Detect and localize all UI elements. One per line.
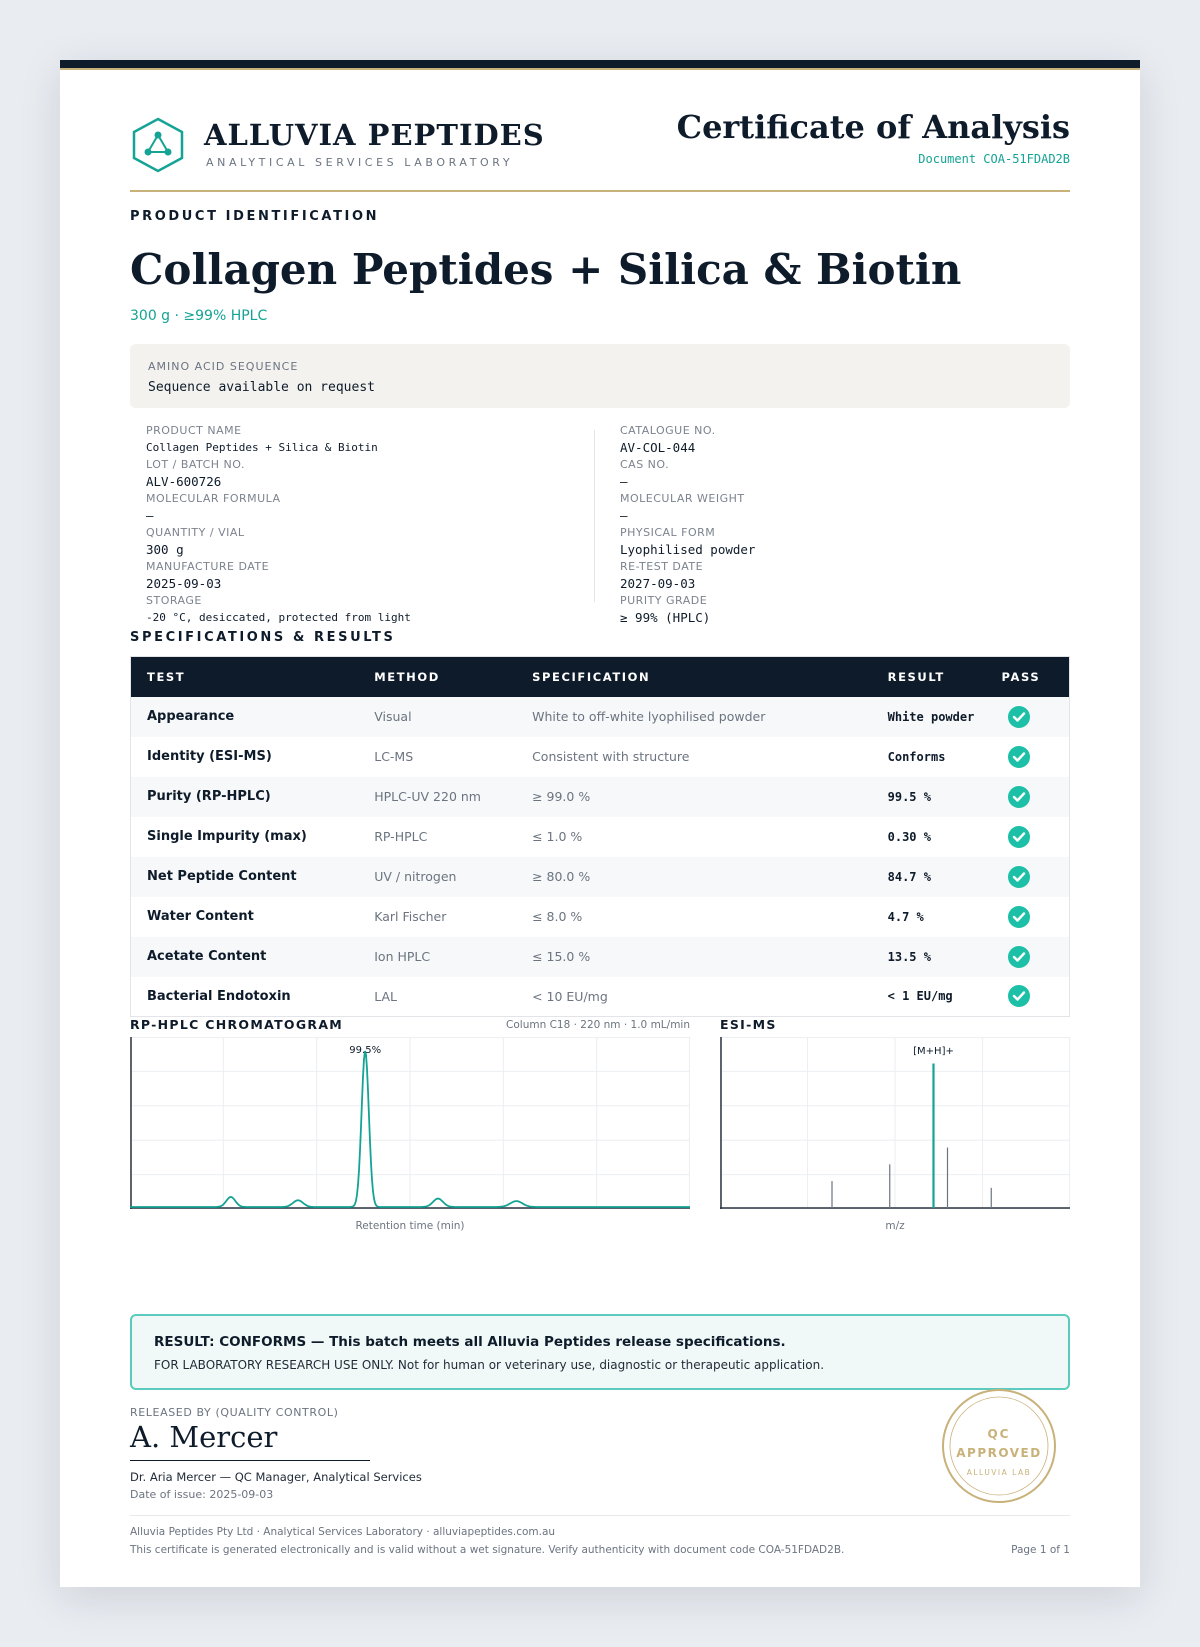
product-subtitle: 300 g · ≥99% HPLC (130, 308, 268, 324)
table-row (131, 697, 1070, 737)
hexagon-logo-icon (130, 116, 186, 174)
signature-line (130, 1460, 370, 1461)
header-method: METHOD (358, 657, 516, 697)
released-by-label: RELEASED BY (QUALITY CONTROL) (130, 1406, 339, 1419)
hplc-x-axis-label: Retention time (min) (355, 1220, 465, 1232)
cell-method: Ion HPLC (358, 937, 516, 977)
cell-specification: ≤ 15.0 % (516, 937, 872, 977)
cell-method: HPLC-UV 220 nm (358, 777, 516, 817)
document-code: Document COA-51FDAD2B (918, 152, 1070, 166)
cell-test: Identity (ESI-MS) (147, 749, 272, 764)
header-test: TEST (131, 657, 359, 697)
ms-peak-label: [M+H]+ (913, 1046, 954, 1057)
cell-result: < 1 EU/mg (887, 989, 953, 1004)
cell-specification: < 10 EU/mg (532, 988, 608, 1004)
table-row (131, 737, 1070, 777)
cell-result: 84.7 % (872, 857, 986, 897)
cell-pass (986, 897, 1070, 937)
field-molecular-weight: MOLECULAR WEIGHT — (620, 492, 745, 523)
sequence-label: AMINO ACID SEQUENCE (148, 360, 299, 373)
field-retest-date: RE-TEST DATE 2027-09-03 (620, 560, 704, 591)
hplc-peak-label: 99.5% (349, 1045, 382, 1056)
cell-method: LAL (374, 988, 398, 1004)
stamp-line-2: APPROVED (956, 1446, 1042, 1460)
footer-divider (130, 1515, 1070, 1516)
brand-subtitle: ANALYTICAL SERVICES LABORATORY (206, 156, 514, 169)
top-bar (60, 60, 1140, 68)
fields-left-column (146, 424, 606, 628)
cell-result: 0.30 % (887, 829, 931, 844)
cell-method: Visual (358, 697, 516, 737)
field-product-name: PRODUCT NAME Collagen Peptides + Silica & Biotin (146, 424, 378, 454)
top-bar-accent (60, 68, 1140, 70)
field-formula: MOLECULAR FORMULA — (146, 492, 281, 523)
footer-company: Alluvia Peptides Pty Ltd · Analytical Services Laboratory · alluviapeptides.com.au (130, 1526, 556, 1538)
table-row (131, 937, 1070, 977)
signature: A. Mercer (130, 1420, 278, 1454)
field-manufacture-date: MANUFACTURE DATE 2025-09-03 (146, 560, 270, 591)
result-statement: RESULT: CONFORMS — This batch meets all Alluvia Peptides release specifications. (154, 1334, 786, 1350)
cell-result: White powder (872, 697, 986, 737)
cell-pass (986, 737, 1070, 777)
specifications-table (130, 656, 1070, 1017)
header-pass: PASS (986, 657, 1070, 697)
brand-name: ALLUVIA PEPTIDES (204, 118, 545, 152)
cell-method: RP-HPLC (374, 829, 428, 844)
cell-specification: ≤ 8.0 % (532, 909, 583, 924)
check-circle-icon (1008, 985, 1030, 1007)
issue-date: Date of issue: 2025-09-03 (130, 1488, 274, 1501)
field-lot: LOT / BATCH NO. ALV-600726 (146, 458, 245, 489)
cell-pass (986, 937, 1070, 977)
cell-test: Acetate Content (131, 937, 359, 977)
hplc-chart-note: Column C18 · 220 nm · 1.0 mL/min (506, 1019, 690, 1031)
cell-specification: Consistent with structure (532, 749, 690, 764)
page-number: Page 1 of 1 (1011, 1544, 1070, 1556)
certificate-title: Certificate of Analysis (676, 108, 1070, 146)
field-quantity: QUANTITY / VIAL 300 g (146, 526, 245, 557)
table-row (131, 897, 1070, 937)
stamp-line-1: QC (987, 1427, 1011, 1441)
cell-test: Net Peptide Content (131, 857, 359, 897)
result-box (130, 1314, 1070, 1390)
signer-name: Dr. Aria Mercer — QC Manager, Analytical Services (130, 1470, 422, 1484)
check-circle-icon (1008, 866, 1030, 888)
hplc-chromatogram-chart (130, 1037, 690, 1209)
field-purity-grade: PURITY GRADE ≥ 99% (HPLC) (620, 594, 711, 625)
cell-specification: ≥ 99.0 % (516, 777, 872, 817)
check-circle-icon (1008, 946, 1030, 968)
cell-result: 99.5 % (872, 777, 986, 817)
check-circle-icon (1008, 826, 1030, 848)
cell-test: Water Content (147, 909, 254, 924)
field-cas: CAS NO. — (620, 458, 670, 489)
cell-specification: ≥ 80.0 % (516, 857, 872, 897)
hplc-chart-title: RP-HPLC CHROMATOGRAM (130, 1017, 344, 1032)
header-specification: SPECIFICATION (516, 657, 872, 697)
esims-x-axis-label: m/z (885, 1220, 905, 1232)
certificate-page (60, 60, 1140, 1587)
cell-method: UV / nitrogen (358, 857, 516, 897)
cell-test: Bacterial Endotoxin (147, 988, 291, 1004)
field-storage: STORAGE -20 °C, desiccated, protected from light (146, 594, 411, 624)
cell-test: Purity (RP-HPLC) (131, 777, 359, 817)
cell-specification: White to off-white lyophilised powder (516, 697, 872, 737)
check-circle-icon (1008, 746, 1030, 768)
fields-divider (594, 430, 595, 602)
table-row (131, 977, 1070, 1017)
research-use-disclaimer: FOR LABORATORY RESEARCH USE ONLY. Not for human or veterinary use, diagnostic or therapeutic application. (154, 1358, 825, 1372)
check-circle-icon (1008, 786, 1030, 808)
table-row (131, 817, 1070, 857)
product-name: Collagen Peptides + Silica & Biotin (130, 245, 962, 294)
cell-pass (986, 857, 1070, 897)
cell-method: Karl Fischer (374, 909, 447, 924)
sequence-value: Sequence available on request (148, 380, 375, 395)
cell-result: 13.5 % (872, 937, 986, 977)
table-row (131, 857, 1070, 897)
esims-spectrum-chart (720, 1037, 1070, 1209)
cell-result: Conforms (887, 749, 946, 764)
product-section-label: PRODUCT IDENTIFICATION (130, 209, 380, 224)
check-circle-icon (1008, 906, 1030, 928)
esims-chart-title: ESI-MS (720, 1017, 777, 1032)
cell-test: Appearance (131, 697, 359, 737)
check-circle-icon (1008, 706, 1030, 728)
header-result: RESULT (872, 657, 986, 697)
cell-pass (986, 697, 1070, 737)
header (130, 100, 1070, 192)
field-catalogue: CATALOGUE NO. AV-COL-044 (620, 424, 716, 455)
qc-approved-stamp (940, 1387, 1058, 1505)
cell-pass (986, 817, 1070, 857)
cell-pass (986, 977, 1070, 1017)
stamp-line-3: ALLUVIA LAB (966, 1468, 1032, 1477)
table-header-row (131, 657, 1070, 697)
footer-validity: This certificate is generated electronically and is valid without a wet signature. Verify authenticity with document code COA-51FDAD2B. (130, 1544, 845, 1556)
product-fields (130, 424, 1070, 625)
cell-result: 4.7 % (887, 909, 924, 924)
cell-test: Single Impurity (max) (147, 829, 307, 844)
fields-right-column (620, 424, 1080, 628)
cell-method: LC-MS (374, 749, 414, 764)
cell-specification: ≤ 1.0 % (532, 829, 583, 844)
field-physical-form: PHYSICAL FORM Lyophilised powder (620, 526, 756, 557)
table-row (131, 777, 1070, 817)
sequence-box (130, 344, 1070, 408)
specs-section-label: SPECIFICATIONS & RESULTS (130, 630, 396, 645)
cell-pass (986, 777, 1070, 817)
